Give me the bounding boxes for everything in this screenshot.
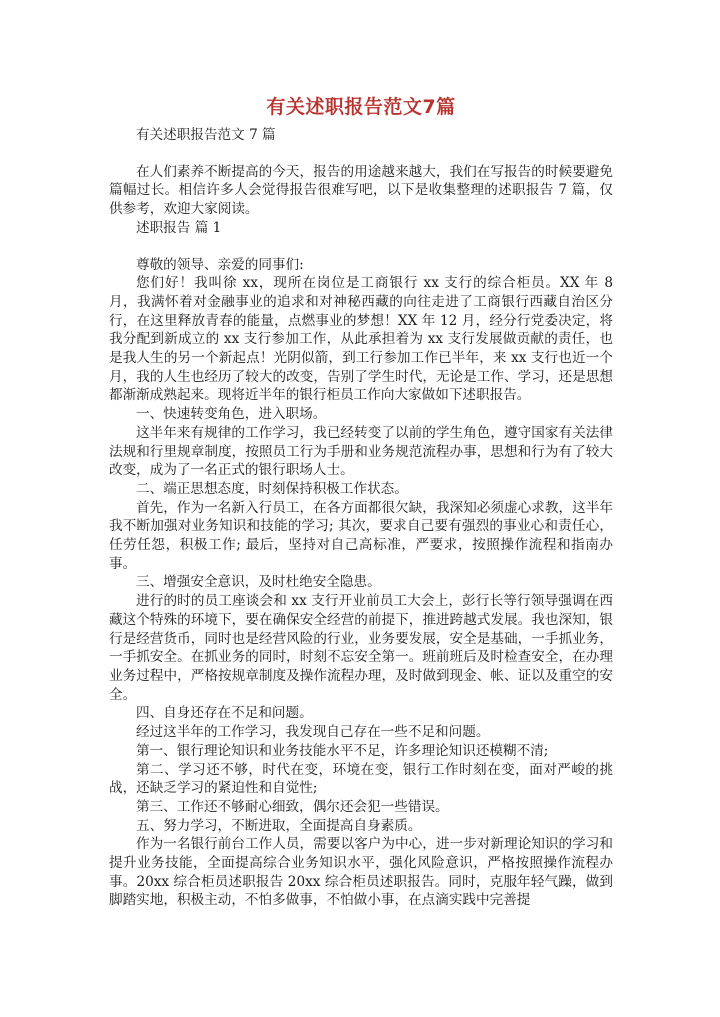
body-paragraph: 这半年来有规律的工作学习，我已经转变了以前的学生角色，遵守国家有关法律法规和行里规章制度，按照员工行为手册和业务规范流程办事，思想和行为有了较大改变，成为了一名正式的银行职场人士。	[109, 424, 613, 479]
document-page	[109, 94, 613, 910]
point-heading: 三、增强安全意识，及时杜绝安全隐患。	[136, 574, 381, 591]
point-heading: 一、快速转变角色，进入职场。	[136, 406, 327, 423]
body-paragraph: 经过这半年的工作学习，我发现自己存在一些不足和问题。	[136, 724, 490, 741]
list-item: 第一、银行理论知识和业务技能水平不足，许多理论知识还模糊不清;	[136, 742, 549, 759]
list-item: 第三、工作还不够耐心细致，偶尔还会犯一些错误。	[136, 798, 449, 815]
point-heading: 四、自身还存在不足和问题。	[136, 705, 313, 722]
body-paragraph: 您们好！我叫徐 xx，现所在岗位是工商银行 xx 支行的综合柜员。XX 年 8 月，我满怀着对金融事业的追求和对神秘西藏的向往走进了工商银行西藏自治区分行，在这里释放青春的能量，点燃事业的梦想！XX 年 12 月，经分行党委决定，将我分配到新成立的 xx 支行参加工作，从此承担着为 xx 支行发展做贡献的责任，也是我人生的另一个新起点！光阴似箭，到工行参加工作已半年，来 xx 支行也近一个月，我的人生也经历了较大的改变，告别了学生时代，无论是工作、学习，还是思想都渐渐成熟起来。现将近半年的银行柜员工作向大家做如下述职报告。	[109, 275, 613, 404]
point-heading: 二、端正思想态度，时刻保持积极工作状态。	[136, 480, 408, 497]
salutation: 尊敬的领导、亲爱的同事们:	[136, 256, 304, 273]
body-paragraph: 作为一名银行前台工作人员，需要以客户为中心，进一步对新理论知识的学习和提升业务技能，全面提高综合业务知识水平，强化风险意识，严格按照操作流程办事。20xx 综合柜员述职报告 20xx 综合柜员述职报告。同时，克服年轻气躁，做到脚踏实地，积极主动，不怕多做事，不怕做小事，在点滴实践中完善提	[109, 836, 613, 909]
intro-paragraph: 在人们素养不断提高的今天，报告的用途越来越大，我们在写报告的时候要避免篇幅过长。相信许多人会觉得报告很难写吧，以下是收集整理的述职报告 7 篇，仅供参考，欢迎大家阅读。	[109, 163, 613, 218]
point-heading: 五、努力学习，不断进取，全面提高自身素质。	[136, 817, 422, 834]
body-paragraph: 首先，作为一名新入行员工，在各方面都很欠缺，我深知必须虚心求教，这半年我不断加强对业务知识和技能的学习; 其次，要求自己要有强烈的事业心和责任心，任劳任怨，积极工作; 最后，坚持对自己高标准，严要求，按照操作流程和指南办事。	[109, 499, 613, 572]
body-paragraph: 进行的时的员工座谈会和 xx 支行开业前员工大会上，彭行长等行领导强调在西藏这个特殊的环境下，要在确保安全经营的前提下，推进跨越式发展。我也深知，银行是经营货币，同时也是经营风险的行业，业务要发展，安全是基础，一手抓业务，一手抓安全。在抓业务的同时，时刻不忘安全第一。班前班后及时检查安全，在办理业务过程中，严格按规章制度及操作流程办理，及时做到现金、帐、证以及重空的安全。	[109, 593, 613, 703]
document-subtitle: 有关述职报告范文 7 篇	[136, 127, 276, 143]
document-title: 有关述职报告范文7篇	[266, 96, 456, 118]
section-heading: 述职报告 篇 1	[136, 219, 222, 236]
list-item: 第二、学习还不够，时代在变，环境在变，银行工作时刻在变，面对严峻的挑战，还缺乏学习的紧迫性和自觉性;	[109, 761, 613, 797]
